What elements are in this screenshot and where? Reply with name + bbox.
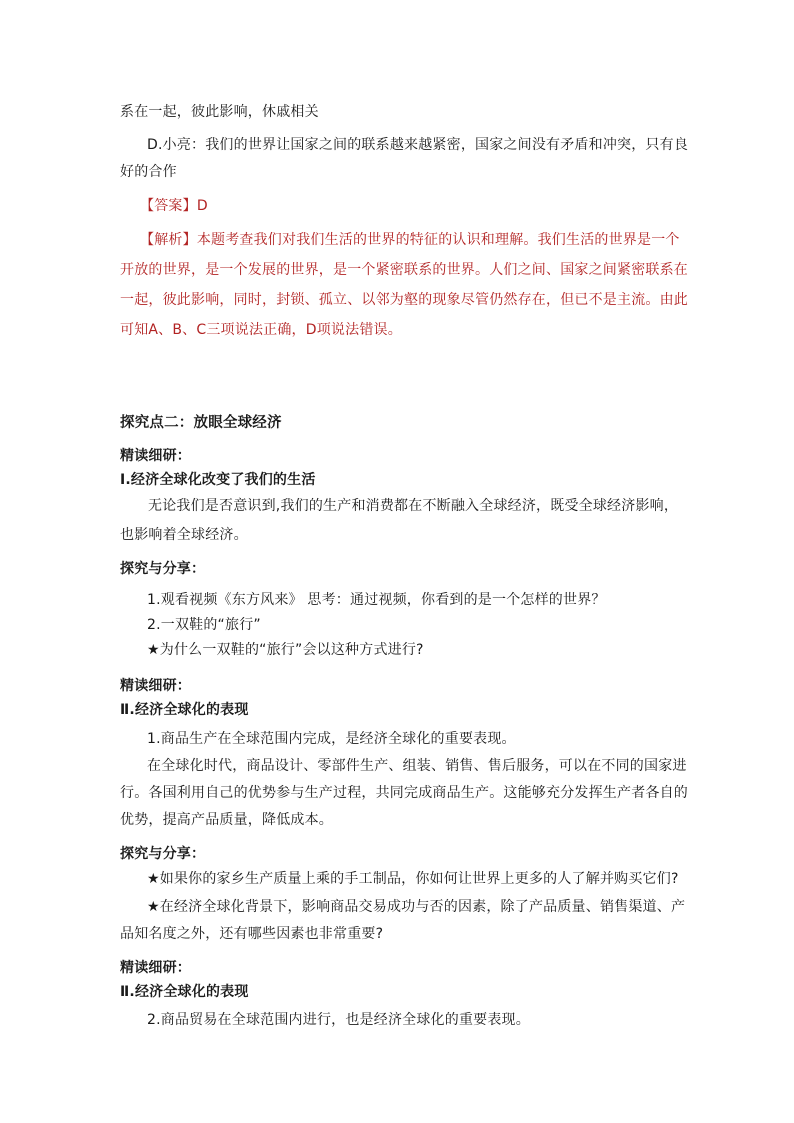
- sec2-paragraph-line1: 1.商品生产在全球范围内完成，是经济全球化的重要表现。: [147, 731, 516, 747]
- explore2-item1: ★如果你的家乡生产质量上乘的手工制品，你如何让世界上更多的人了解并购买它们?: [147, 871, 679, 887]
- explore1-item2: 2.一双鞋的“旅行”: [147, 617, 261, 633]
- subsection-title-1: Ⅰ.经济全球化改变了我们的生活: [120, 472, 316, 488]
- explore-heading-2: 探究与分享：: [120, 846, 206, 862]
- sec1-paragraph-line1: 无论我们是否意识到,我们的生产和消费都在不断融入全球经济，既受全球经济影响，: [148, 498, 679, 514]
- answer-line: [140, 196, 208, 216]
- section-title-point2: 探究点二：放眼全球经济: [120, 415, 282, 431]
- read-heading-3: 精读细研：: [120, 960, 191, 976]
- explore2-item2-line2: 品知名度之外，还有哪些因素也非常重要?: [120, 926, 384, 942]
- answer-value: D: [196, 198, 208, 214]
- sec2-paragraph-line4: 优势，提高产品质量，降低成本。: [120, 812, 333, 828]
- analysis-tag: 【解析】: [140, 232, 197, 248]
- analysis-line4: 可知A、B、C三项说法正确，D项说法错误。: [120, 322, 402, 338]
- sec2-paragraph-line2: 在全球化时代，商品设计、零部件生产、组装、销售、售后服务，可以在不同的国家进: [147, 758, 687, 774]
- analysis-text-1: 本题考查我们对我们生活的世界的特征的认识和理解。我们生活的世界是一个: [196, 232, 680, 248]
- option-d-line1: D.小亮：我们的世界让国家之间的联系越来越紧密，国家之间没有矛盾和冲突，只有良: [147, 137, 689, 153]
- explore1-item1: 1.观看视频《东方风来》 思考：通过视频，你看到的是一个怎样的世界？: [147, 592, 606, 608]
- analysis-line1: [140, 230, 680, 250]
- explore1-item3: ★为什么一双鞋的“旅行”会以这种方式进行?: [147, 642, 424, 658]
- option-c-continuation: 系在一起，彼此影响，休戚相关: [120, 104, 319, 120]
- analysis-line3: 一起，彼此影响，同时，封锁、孤立、以邻为壑的现象尽管仍然存在，但已不是主流。由此: [120, 292, 688, 308]
- subsection-title-2: Ⅱ.经济全球化的表现: [120, 702, 249, 718]
- read-heading-1: 精读细研：: [120, 448, 191, 464]
- sec2-paragraph-line3: 行。各国利用自己的优势参与生产过程，共同完成商品生产。这能够充分发挥生产者各自的: [120, 785, 688, 801]
- sec3-paragraph-line1: 2.商品贸易在全球范围内进行，也是经济全球化的重要表现。: [147, 1012, 530, 1028]
- subsection-title-3: Ⅱ.经济全球化的表现: [120, 984, 249, 1000]
- option-d-line2: 好的合作: [120, 164, 177, 180]
- explore-heading-1: 探究与分享：: [120, 561, 206, 577]
- read-heading-2: 精读细研：: [120, 678, 191, 694]
- answer-tag: 【答案】: [140, 198, 197, 214]
- explore2-item2-line1: ★在经济全球化背景下，影响商品交易成功与否的因素，除了产品质量、销售渠道、产: [147, 899, 686, 915]
- sec1-paragraph-line2: 也影响着全球经济。: [120, 527, 248, 543]
- analysis-line2: 开放的世界，是一个发展的世界，是一个紧密联系的世界。人们之间、国家之间紧密联系在: [120, 262, 688, 278]
